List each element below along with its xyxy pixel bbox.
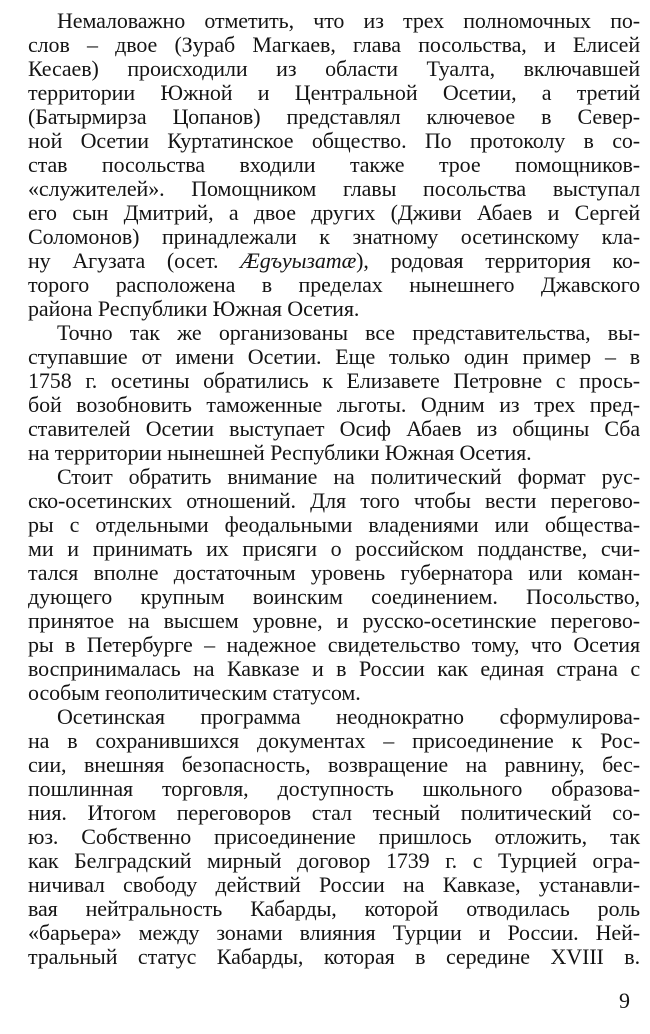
text-line: слов – двое (Зураб Магкаев, глава посольства, и Елисей [28,32,640,57]
text-segment: ну Агузата (осет. [28,248,241,273]
text-line: Кесаев) происходили из области Туалта, включавшей [28,56,640,81]
text-line: особым геополитическим статусом. [28,680,361,705]
text-line: «барьера» между зонами влияния Турции и России. Ней- [28,920,640,945]
page-number: 9 [619,988,630,1013]
text-line: как Белградский мирный договор 1739 г. с Турцией огра- [28,848,640,873]
text-line [28,249,640,273]
text-line: ничивал свободу действий России на Кавказе, устанавли- [28,872,640,897]
text-line: ступавшие от имени Осетии. Еще только один пример – в [28,344,640,369]
ossetian-term-italic: Ægъуызатæ [240,248,357,273]
text-line: воспринималась на Кавказе и в России как единая страна с [28,656,640,681]
text-segment: ), родовая территория ко- [356,248,640,273]
text-line: вая нейтральность Кабарды, которой отводилась роль [28,896,640,921]
paragraph [28,465,640,705]
text-line: Осетинская программа неоднократно сформулирова- [57,704,640,729]
text-line: ной Осетии Куртатинское общество. По протоколу в со- [28,128,640,153]
text-line: торого расположена в пределах нынешнего Джавского [28,272,640,297]
text-line: на территории нынешней Республики Южная Осетия. [28,440,532,465]
paragraph [28,9,640,321]
text-line: на в сохранившихся документах – присоединение к Рос- [28,728,640,753]
text-line: тральный статус Кабарды, которая в середине XVIII в. [28,944,640,969]
text-line: 1758 г. осетины обратились к Елизавете Петровне с прось- [28,368,640,393]
text-line: бой возобновить таможенные льготы. Одним из трех пред- [28,392,640,417]
text-line: тался вполне достаточным уровень губернатора или коман- [28,560,640,585]
text-line: ния. Итогом переговоров стал тесный политический со- [28,800,640,825]
text-line: Стоит обратить внимание на политический формат рус- [57,464,640,489]
text-line: ми и принимать их присяги о российском подданстве, счи- [28,536,640,561]
text-line: сии, внешняя безопасность, возвращение на равнину, бес- [28,752,640,777]
text-line: его сын Дмитрий, а двое других (Дживи Абаев и Сергей [28,200,640,225]
text-line: принятое на высшем уровне, и русско-осетинские перегово- [28,608,640,633]
text-line: ры в Петербурге – надежное свидетельство тому, что Осетия [28,632,640,657]
text-line: Точно так же организованы все представительства, вы- [57,320,640,345]
text-line: став посольства входили также трое помощников- [28,152,640,177]
text-line: ско-осетинских отношений. Для того чтобы вести перегово- [28,488,640,513]
text-line: Немаловажно отметить, что из трех полномочных по- [57,8,640,33]
text-line: ры с отдельными феодальными владениями или общества- [28,512,640,537]
text-line: «служителей». Помощником главы посольства выступал [28,176,640,201]
page-text [28,9,640,1013]
text-line: территории Южной и Центральной Осетии, а третий [28,80,640,105]
text-line: дующего крупным воинским соединением. Посольство, [28,584,640,609]
paragraph [28,705,640,969]
text-line: пошлинная торговля, доступность школьного образова- [28,776,640,801]
text-line: района Республики Южная Осетия. [28,296,360,321]
text-line: Соломонов) принадлежали к знатному осетинскому кла- [28,224,640,249]
text-line: (Батырмирза Цопанов) представлял ключевое в Север- [28,104,640,129]
paragraph [28,321,640,465]
text-line: юз. Собственно присоединение пришлось отложить, так [28,824,640,849]
text-line: ставителей Осетии выступает Осиф Абаев из общины Сба [28,416,640,441]
